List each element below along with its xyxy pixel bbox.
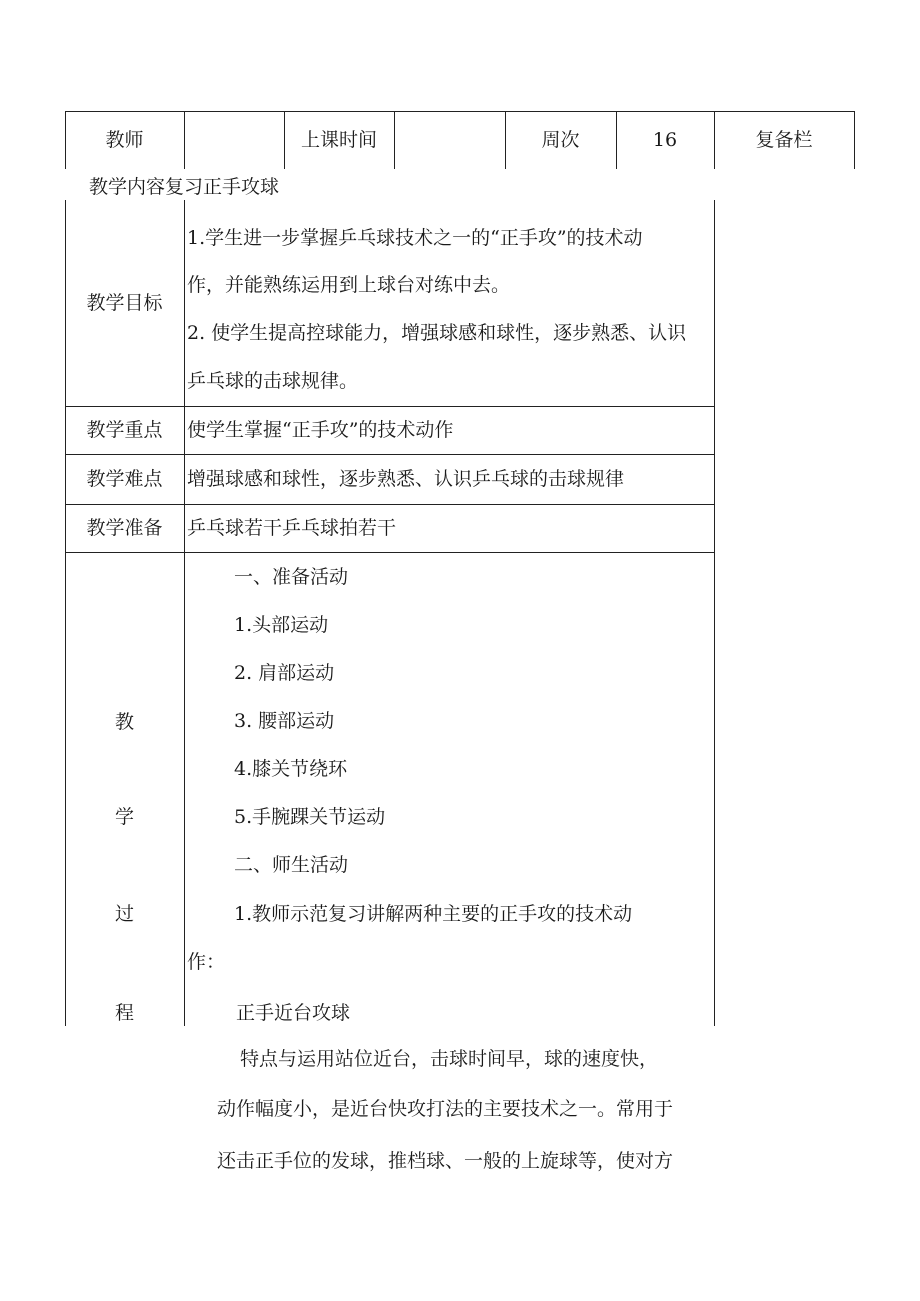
forehand-near-table-heading: 正手近台攻球 <box>236 1002 351 1024</box>
warmup-title: 一、准备活动 <box>234 566 349 588</box>
continuation-line: 特点与运用站位近台，击球时间早，球的速度快， <box>240 1048 659 1070</box>
week-label: 周次 <box>541 129 580 151</box>
row-border <box>65 454 715 455</box>
preparation-value: 乒乓球若干乒乓球拍若干 <box>187 517 397 539</box>
process-label-char: 程 <box>114 1002 134 1024</box>
main-table-label-divider <box>184 200 185 1026</box>
demo-line: 作： <box>187 951 226 973</box>
week-value: 16 <box>652 129 678 151</box>
header-col-border <box>184 111 185 169</box>
warmup-item: 1.头部运动 <box>234 614 329 636</box>
activity-title: 二、师生活动 <box>234 854 349 876</box>
main-table-right-border <box>714 200 715 1026</box>
difficulty-label: 教学难点 <box>86 468 163 490</box>
teacher-label: 教师 <box>105 129 144 151</box>
review-column-label: 复备栏 <box>755 129 813 151</box>
header-col-border <box>394 111 395 169</box>
demo-line: 1.教师示范复习讲解两种主要的正手攻的技术动 <box>234 903 633 925</box>
row-border <box>65 552 715 553</box>
row-border <box>65 406 715 407</box>
warmup-item: 3. 腰部运动 <box>234 710 335 732</box>
objectives-line: 乒乓球的击球规律。 <box>187 370 359 392</box>
class-time-label: 上课时间 <box>300 129 377 151</box>
teaching-content-line: 教学内容复习正手攻球 <box>89 176 280 198</box>
warmup-item: 2. 肩部运动 <box>234 662 335 684</box>
process-label-char: 教 <box>114 711 134 733</box>
row-border <box>65 504 715 505</box>
process-label-char: 学 <box>114 806 134 828</box>
warmup-item: 4.膝关节绕环 <box>234 758 348 780</box>
continuation-line: 动作幅度小，是近台快攻打法的主要技术之一。常用于 <box>217 1098 674 1120</box>
main-table-left-border <box>65 200 66 1026</box>
continuation-line: 还击正手位的发球，推档球、一般的上旋球等，使对方 <box>217 1150 674 1172</box>
difficulty-value: 增强球感和球性，逐步熟悉、认识乒乓球的击球规律 <box>187 468 625 490</box>
objectives-line: 2. 使学生提高控球能力，增强球感和球性，逐步熟悉、认识 <box>187 322 687 344</box>
objectives-line: 1.学生进一步掌握乒乓球技术之一的“正手攻”的技术动 <box>187 227 643 249</box>
warmup-item: 5.手腕踝关节运动 <box>234 806 386 828</box>
preparation-label: 教学准备 <box>86 517 163 539</box>
key-point-label: 教学重点 <box>86 419 163 441</box>
objectives-label: 教学目标 <box>86 292 163 314</box>
process-label-char: 过 <box>114 903 134 925</box>
objectives-line: 作，并能熟练运用到上球台对练中去。 <box>187 274 511 296</box>
key-point-value: 使学生掌握“正手攻”的技术动作 <box>187 419 454 441</box>
header-col-border <box>854 111 855 169</box>
